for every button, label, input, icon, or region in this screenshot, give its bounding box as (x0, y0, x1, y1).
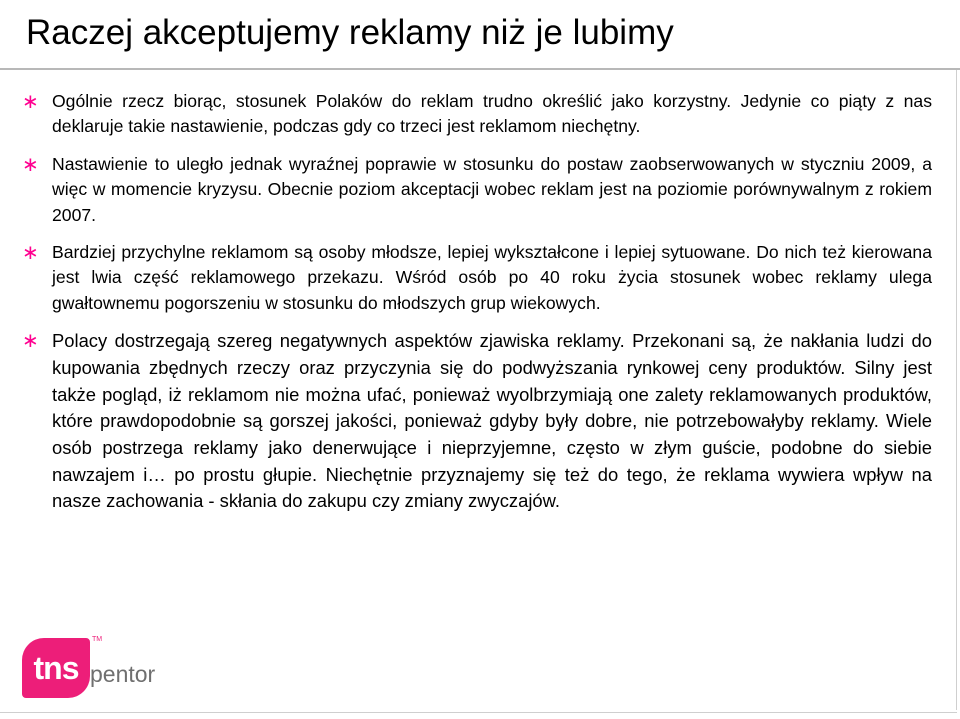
slide-title: Raczej akceptujemy reklamy niż je lubimy (26, 13, 674, 52)
bullet-text: Nastawienie to uległo jednak wyraźnej poprawie w stosunku do postaw zaobserwowanych w styczniu 2009, a więc w momencie kryzysu. Obecnie poziom akceptacji wobec reklam jest na poziomie porównywalnym z rokiem 2007. (52, 153, 932, 225)
asterisk-bullet-icon: ∗ (22, 330, 39, 353)
bullet-text: Bardziej przychylne reklamom są osoby młodsze, lepiej wykształcone i lepiej sytuowane. Do nich też kierowana jest lwia część reklamowego przekazu. Wśród osób po 40 roku życia stosunek wobec reklamy ulega gwałtownemu pogorszeniu w stosunku do młodszych grup wiekowych. (52, 242, 932, 313)
logo-trademark: TM (92, 636, 103, 643)
bullet-text: Polacy dostrzegają szereg negatywnych aspektów zjawiska reklamy. Przekonani są, że nakłania ludzi do kupowania zbędnych rzeczy oraz przyczynia się do podwyższania rynkowej ceny produktów. Silny jest także pogląd, iż reklamom nie można ufać, ponieważ wyolbrzymiają one zalety reklamowanych produktów, które prawdopodobnie są gorszej jakości, ponieważ gdyby były dobre, nie potrzebowałyby reklamy. Wiele osób postrzega reklamy jako denerwujące i nieprzyjemne, często w złym guście, podobne do siebie nawzajem i… po prostu głupie. Niechętnie przyznajemy się też do tego, że reklama wywiera wpływ na nasze zachowania - skłania do zakupu czy zmiany zwyczajów. (52, 330, 932, 512)
asterisk-bullet-icon: ∗ (22, 242, 39, 265)
asterisk-bullet-icon: ∗ (22, 153, 39, 176)
bullet-item (22, 328, 932, 515)
frame-border-right (956, 70, 957, 710)
logo-name: pentor (90, 661, 156, 687)
bullet-text: Ogólnie rzecz biorąc, stosunek Polaków do reklam trudno określić jako korzystny. Jedynie co piąty z nas deklaruje takie nastawienie, podczas gdy co trzeci jest reklamom niechętny. (52, 91, 932, 137)
bullet-list (22, 89, 932, 527)
frame-border-bottom (0, 712, 957, 713)
logo-mark: tns (22, 638, 90, 698)
bullet-item (22, 89, 932, 140)
tns-pentor-logo (22, 636, 156, 698)
bullet-item (22, 152, 932, 228)
asterisk-bullet-icon: ∗ (22, 91, 39, 113)
bullet-item (22, 240, 932, 316)
title-divider (0, 68, 960, 70)
